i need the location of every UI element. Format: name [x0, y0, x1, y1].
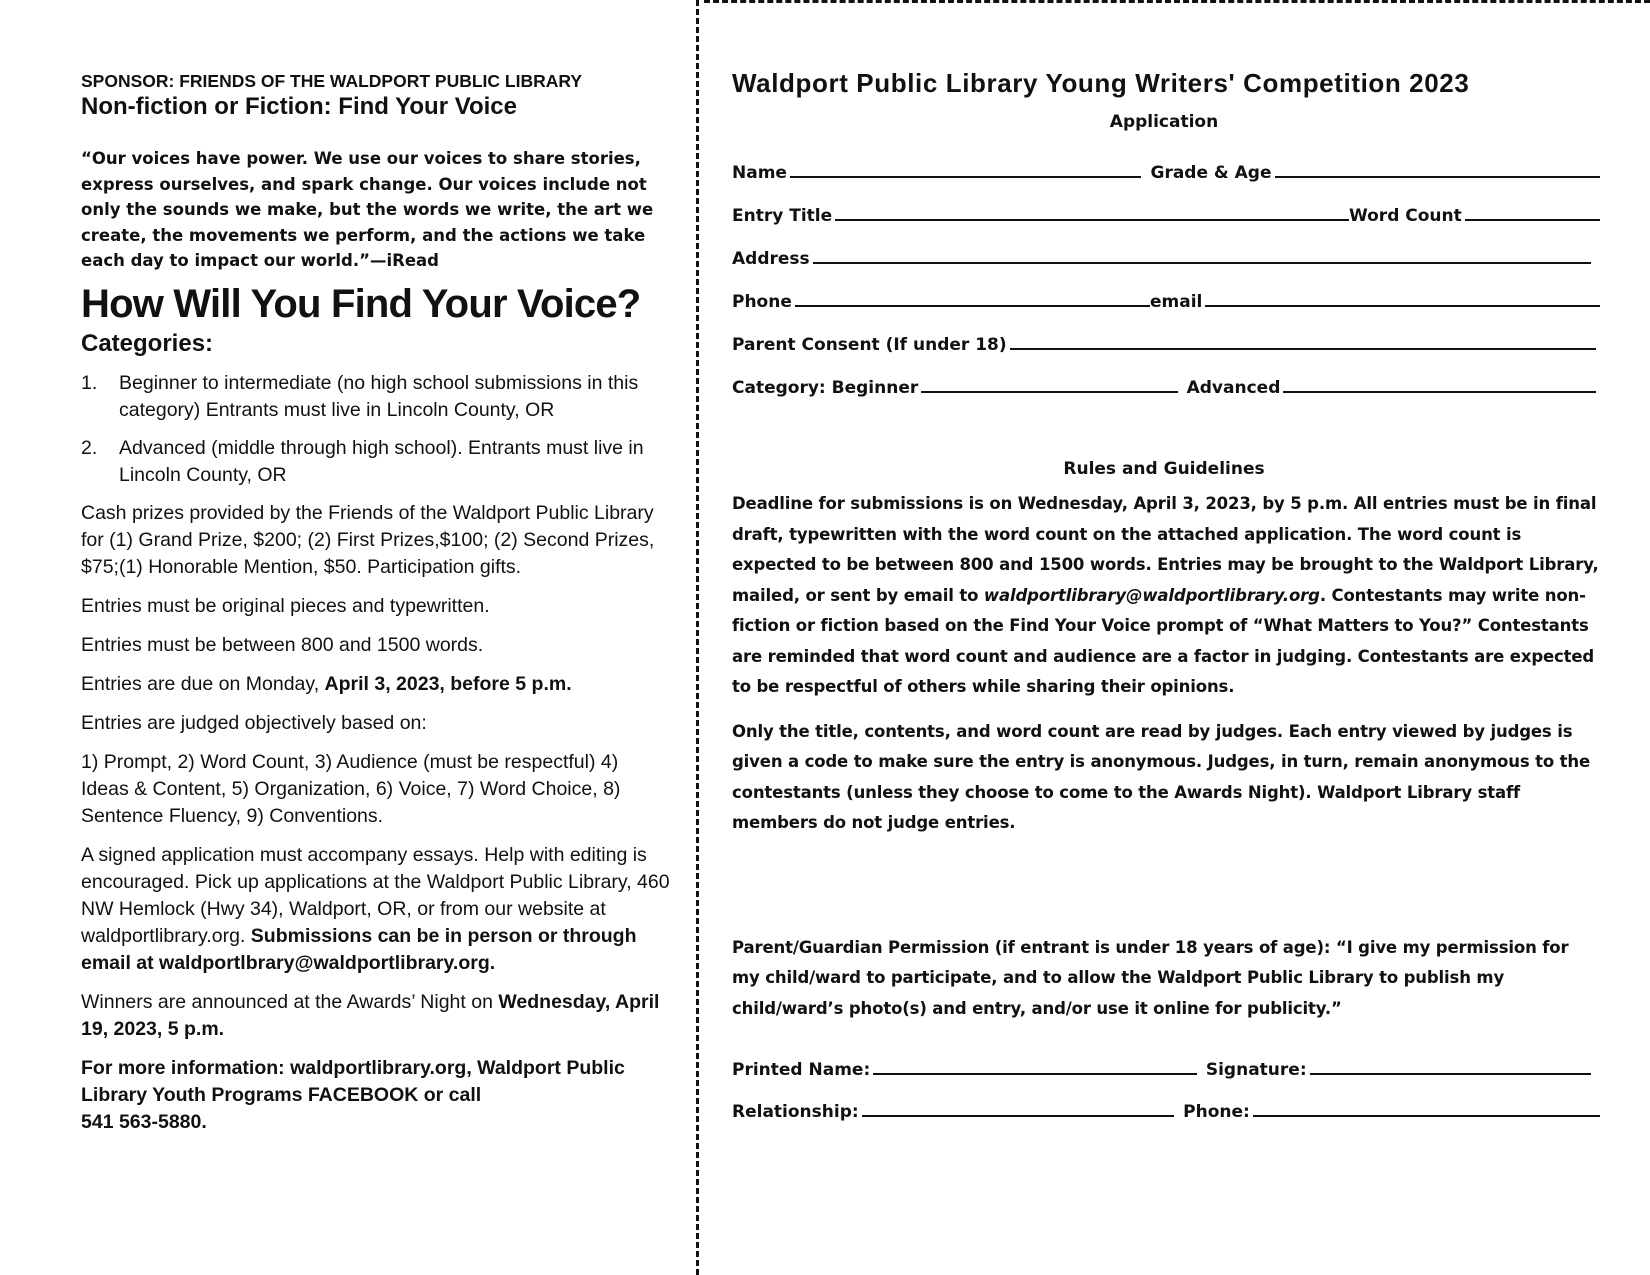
criteria-text: 1) Prompt, 2) Word Count, 3) Audience (must be respectful) 4) Ideas & Content, 5) Organization, 6) Voice, 7) Word Choice, 8) Sentence Fluency, 9) Conventions.	[81, 750, 621, 827]
length-text: Entries must be between 800 and 1500 words.	[81, 633, 484, 656]
winners-text	[81, 989, 671, 1043]
advanced-field[interactable]	[1283, 391, 1596, 393]
signature-label: Signature:	[1205, 1060, 1307, 1080]
judged-text: Entries are judged objectively based on:	[81, 711, 427, 734]
printed-name-field[interactable]	[873, 1073, 1197, 1075]
row-category	[732, 355, 1600, 398]
grade-age-label: Grade & Age	[1150, 163, 1272, 183]
rules-text-b: . Contestants may write non-fiction or fiction based on the Find Your Voice prompt of “What Matters to You?” Contestants are reminded that word count and audience are a factor in judging. Contestants are expected to be respectful of others while sharing their opinions.	[732, 585, 1595, 696]
row-parent-consent	[732, 312, 1600, 355]
winners-date: Wednesday, April 19, 2023, 5 p.m.	[81, 990, 660, 1040]
sponsor-line: SPONSOR: FRIENDS OF THE WALDPORT PUBLIC LIBRARY	[81, 71, 583, 91]
email-label: email	[1150, 292, 1203, 312]
contact-phone: 541 563-5880.	[81, 1110, 207, 1133]
categories-list	[81, 370, 671, 489]
flyer-heading: How Will You Find Your Voice?	[81, 281, 641, 326]
row-phone	[732, 269, 1600, 312]
rules-judging: Only the title, contents, and word count are read by judges. Each entry viewed by judges is given a code to make sure the entry is anonymous. Judges, in turn, remain anonymous to the contestants (unless they choose to come to the Awards Night). Waldport Library staff members do not judge entries.	[732, 721, 1590, 832]
entry-title-label: Entry Title	[732, 206, 833, 226]
iread-quote: “Our voices have power. We use our voices to share stories, express ourselves, and spark change. Our voices include not only the sounds we make, but the words we write, the art we create, the movements we perform, and the actions we take each day to impact our world.”—iRead	[81, 149, 654, 270]
row-printed-name	[732, 1038, 1600, 1080]
relationship-field[interactable]	[862, 1115, 1174, 1117]
winners-prefix: Winners are announced at the Awards’ Night on	[81, 990, 499, 1013]
permission-statement: Parent/Guardian Permission (if entrant is under 18 years of age): “I give my permission for my child/ward to participate, and to allow the Waldport Public Library to publish my child/ward’s photo(s) and entry, and/or use it online for publicity.”	[732, 937, 1569, 1018]
more-info	[81, 1055, 671, 1136]
rules-heading: Rules and Guidelines	[1063, 459, 1265, 479]
category-number: 2.	[81, 436, 98, 459]
cut-line-vertical	[696, 0, 699, 1275]
signature-section	[732, 1038, 1600, 1122]
relationship-label: Relationship:	[732, 1102, 859, 1122]
due-text	[81, 671, 671, 698]
category-number: 1.	[81, 371, 98, 394]
sig-phone-field[interactable]	[1253, 1115, 1600, 1117]
rules-email: waldportlibrary@waldportlibrary.org	[983, 585, 1320, 605]
category-item	[81, 370, 671, 424]
word-count-label: Word Count	[1348, 206, 1462, 226]
parent-consent-label: Parent Consent (If under 18)	[732, 335, 1007, 355]
category-text: Beginner to intermediate (no high school submissions in this category) Entrants must live in Lincoln County, OR	[119, 371, 639, 421]
phone-label: Phone	[732, 292, 792, 312]
more-info-text: For more information: waldportlibrary.org, Waldport Public Library Youth Programs FACEBOOK or call	[81, 1056, 625, 1106]
application-text: A signed application must accompany essays. Help with editing is encouraged. Pick up applications at the Waldport Public Library, 460 NW Hemlock (Hwy 34), Waldport, OR, or from our website at waldportlibrary.org.	[81, 843, 670, 947]
advanced-label: Advanced	[1186, 378, 1281, 398]
parent-consent-field[interactable]	[1010, 348, 1596, 350]
cut-line-top	[704, 0, 1650, 3]
categories-heading: Categories:	[81, 329, 214, 357]
application-form	[732, 66, 1600, 1122]
category-item	[81, 435, 671, 489]
due-prefix: Entries are due on Monday,	[81, 672, 325, 695]
rules-text-a: Deadline for submissions is on Wednesday, April 3, 2023, by 5 p.m. All entries must be in final draft, typewritten with the word count on the attached application. The word count is expected to be between 800 and 1500 words. Entries may be brought to the Waldport Library, mailed, or sent by email to	[732, 494, 1599, 605]
flyer-subtitle: Non-fiction or Fiction: Find Your Voice	[81, 93, 517, 120]
row-name	[732, 140, 1600, 183]
original-text: Entries must be original pieces and typewritten.	[81, 594, 490, 617]
grade-age-field[interactable]	[1275, 176, 1600, 178]
prizes-text: Cash prizes provided by the Friends of the Waldport Public Library for (1) Grand Prize, $200; (2) First Prizes,$100; (2) Second Prizes, $75;(1) Honorable Mention, $50. Participation gifts.	[81, 501, 655, 578]
category-beginner-label: Category: Beginner	[732, 378, 919, 398]
application-info	[81, 842, 671, 977]
phone-field[interactable]	[795, 305, 1150, 307]
address-label: Address	[732, 249, 810, 269]
due-date: April 3, 2023, before 5 p.m.	[324, 672, 572, 695]
printed-name-label: Printed Name:	[732, 1060, 871, 1080]
category-text: Advanced (middle through high school). Entrants must live in Lincoln County, OR	[119, 436, 644, 486]
form-title: Waldport Public Library Young Writers' Competition 2023	[732, 68, 1470, 98]
email-field[interactable]	[1205, 305, 1600, 307]
sig-phone-label: Phone:	[1183, 1102, 1250, 1122]
flyer-panel	[81, 70, 671, 1148]
address-field[interactable]	[813, 262, 1591, 264]
entry-title-field[interactable]	[835, 219, 1349, 221]
word-count-field[interactable]	[1465, 219, 1600, 221]
rules-deadline	[732, 489, 1600, 703]
name-field[interactable]	[790, 176, 1142, 178]
row-entry-title	[732, 183, 1600, 226]
application-label: Application	[1109, 112, 1219, 132]
submission-text: Submissions can be in person or through email at waldportlbrary@waldportlibrary.org.	[81, 924, 637, 974]
name-label: Name	[732, 163, 787, 183]
signature-field[interactable]	[1310, 1073, 1591, 1075]
row-relationship	[732, 1080, 1600, 1122]
row-address	[732, 226, 1600, 269]
beginner-field[interactable]	[921, 391, 1177, 393]
